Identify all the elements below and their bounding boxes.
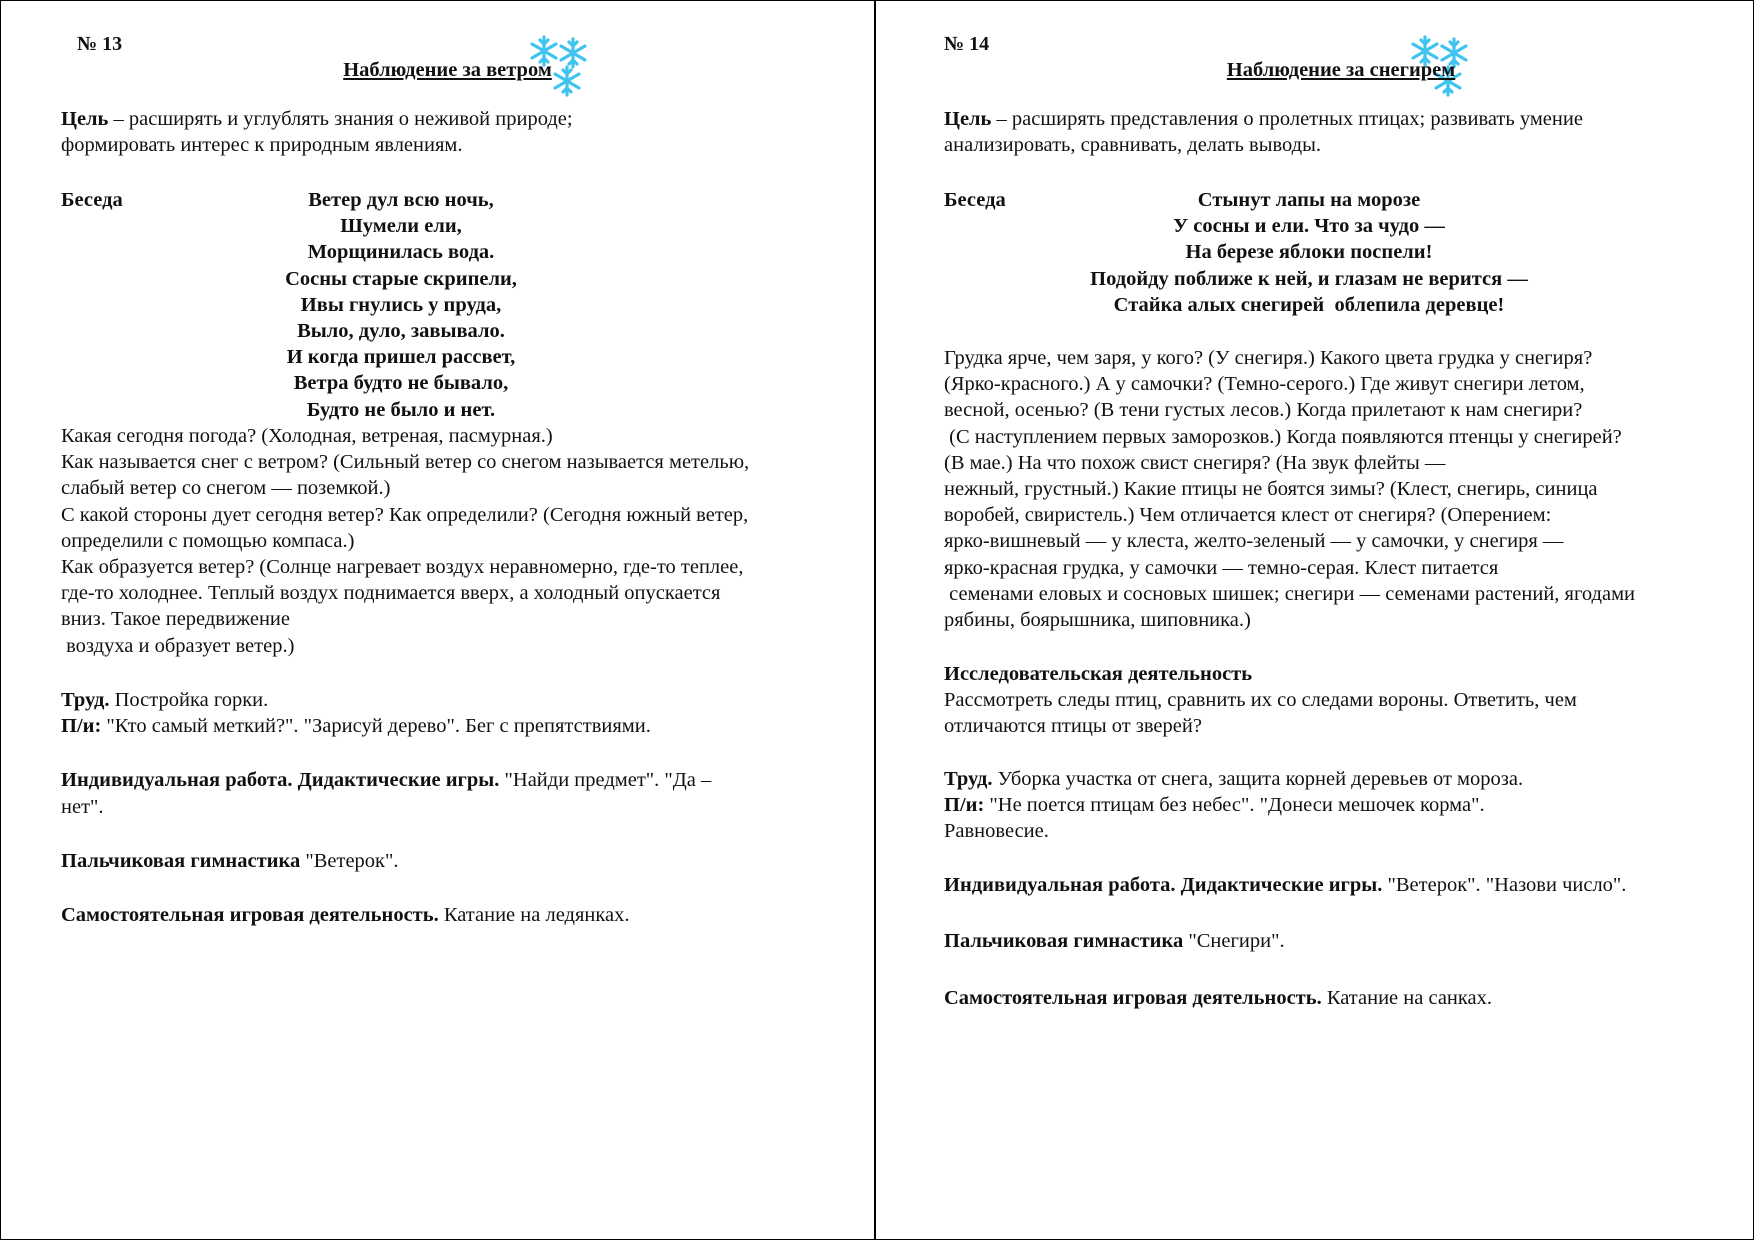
poem <box>71 187 731 423</box>
question-line: ярко-красная грудка, у самочки — темно-серая. Клест питается <box>944 556 1499 579</box>
individual-label: Индивидуальная работа. Дидактические игры. <box>944 874 1383 897</box>
labor-text: Уборка участка от снега, защита корней деревьев от мороза. <box>992 767 1524 790</box>
question-line: ярко-вишневый — у клеста, желто-зеленый — у самочки, у снегиря — <box>944 530 1564 553</box>
goal-paragraph <box>61 106 834 158</box>
poem-line: Ветра будто не бывало, <box>293 372 509 395</box>
poem-line: Шумели ели, <box>340 215 462 238</box>
poem-line: Подойду поближе к ней, и глазам не верится — <box>1090 267 1528 290</box>
games-text: "Не поется птицам без небес". "Донеси мешочек корма". <box>984 793 1485 816</box>
conversation-label: Беседа <box>944 189 1006 211</box>
question-line: нежный, грустный.) Какие птицы не боятся зимы? (Клест, снегирь, синица <box>944 478 1598 501</box>
research-text: Рассмотреть следы птиц, сравнить их со следами вороны. Ответить, чем <box>944 689 1577 712</box>
page-number: № 13 <box>77 33 123 55</box>
finger-gymnastics-text: "Снегири". <box>1183 930 1285 953</box>
individual-text: "Найди предмет". "Да – <box>499 769 712 792</box>
poem-line: Выло, дуло, завывало. <box>297 320 505 343</box>
labor-label: Труд. <box>61 689 110 711</box>
question-line: (С наступлением первых заморозков.) Когда появляются птенцы у снегирей? <box>944 425 1622 448</box>
labor-text: Постройка горки. <box>109 689 269 711</box>
poem-line: У сосны и ели. Что за чудо — <box>1173 215 1445 238</box>
individual-text: "Ветерок". "Назови число". <box>1382 874 1627 897</box>
finger-gymnastics-label: Пальчиковая гимнастика <box>944 930 1184 953</box>
conversation-section <box>944 187 1738 318</box>
conversation-section <box>61 187 834 423</box>
questions-block <box>944 345 1738 633</box>
goal-label: Цель <box>61 108 109 130</box>
research-text: отличаются птицы от зверей? <box>944 715 1202 738</box>
games-label: П/и: <box>944 793 985 816</box>
question-line: семенами еловых и сосновых шишек; снегири — семенами растений, ягодами <box>944 582 1636 605</box>
goal-paragraph <box>944 106 1738 158</box>
page-title: Наблюдение за ветром <box>343 59 552 81</box>
title-area <box>944 45 1738 115</box>
page-title: Наблюдение за снегирем <box>1226 59 1456 81</box>
free-play-text: Катание на санках. <box>1321 986 1493 1009</box>
question-line: С какой стороны дует сегодня ветер? Как определили? (Сегодня южный ветер, <box>61 503 749 526</box>
poem-line: Морщинилась вода. <box>307 241 495 264</box>
question-line: слабый ветер со снегом — поземкой.) <box>61 477 391 500</box>
poem-line: На березе яблоки поспели! <box>1185 241 1433 264</box>
question-line: вниз. Такое передвижение <box>61 608 290 631</box>
question-line: весной, осенью? (В тени густых лесов.) Когда прилетают к нам снегири? <box>944 399 1583 422</box>
question-line: воробей, свиристель.) Чем отличается клест от снегиря? (Оперением: <box>944 504 1552 527</box>
page-number: № 14 <box>944 33 990 55</box>
question-line: воздуха и образует ветер.) <box>61 634 295 657</box>
poem-line: Ивы гнулись у пруда, <box>300 293 502 316</box>
poem-line: И когда пришел рассвет, <box>286 346 516 369</box>
games-text: "Кто самый меткий?". "Зарисуй дерево". Бег с препятствиями. <box>101 715 651 738</box>
goal-text: анализировать, сравнивать, делать выводы. <box>944 134 1321 157</box>
questions-block <box>61 423 834 659</box>
activities-block <box>61 687 834 928</box>
finger-gymnastics-label: Пальчиковая гимнастика <box>61 849 301 872</box>
question-line: (Ярко-красного.) А у самочки? (Темно-серого.) Где живут снегири летом, <box>944 373 1585 396</box>
poem-line: Стынут лапы на морозе <box>1197 189 1421 211</box>
free-play-label: Самостоятельная игровая деятельность. <box>61 904 439 927</box>
question-line: Какая сегодня погода? (Холодная, ветреная, пасмурная.) <box>61 425 553 447</box>
question-line: Грудка ярче, чем заря, у кого? (У снегиря.) Какого цвета грудка у снегиря? <box>944 347 1593 369</box>
research-label: Исследовательская деятельность <box>944 663 1253 685</box>
poem-line: Будто не было и нет. <box>306 398 496 421</box>
poem-line: Сосны старые скрипели, <box>285 267 517 290</box>
page-right <box>876 1 1752 1239</box>
poem-line: Стайка алых снегирей облепила деревце! <box>1113 293 1505 316</box>
conversation-label: Беседа <box>61 189 123 211</box>
finger-gymnastics-text: "Ветерок". <box>300 849 399 872</box>
poem <box>1044 187 1574 318</box>
free-play-text: Катание на ледянках. <box>438 904 630 927</box>
free-play-label: Самостоятельная игровая деятельность. <box>944 986 1322 1009</box>
question-line: (В мае.) На что похож свист снегиря? (На звук флейты — <box>944 451 1446 474</box>
goal-text: – расширять представления о пролетных птицах; развивать умение <box>991 108 1583 130</box>
individual-text: нет". <box>61 795 104 818</box>
goal-text: – расширять и углублять знания о неживой природе; <box>108 108 573 130</box>
poem-line: Ветер дул всю ночь, <box>308 189 494 211</box>
question-line: Как называется снег с ветром? (Сильный ветер со снегом называется метелью, <box>61 451 750 474</box>
labor-label: Труд. <box>944 767 993 790</box>
question-line: где-то холоднее. Теплый воздух поднимается вверх, а холодный опускается <box>61 582 721 605</box>
page-left <box>1 1 876 1239</box>
games-text: Равновесие. <box>944 820 1049 843</box>
goal-label: Цель <box>944 108 992 130</box>
question-line: определили с помощью компаса.) <box>61 529 355 552</box>
games-label: П/и: <box>61 715 102 738</box>
activities-block <box>944 661 1738 1011</box>
goal-text: формировать интерес к природным явлениям. <box>61 134 463 157</box>
individual-label: Индивидуальная работа. Дидактические игры. <box>61 769 500 792</box>
question-line: рябины, боярышника, шиповника.) <box>944 609 1251 632</box>
title-area <box>61 45 834 115</box>
question-line: Как образуется ветер? (Солнце нагревает воздух неравномерно, где-то теплее, <box>61 556 744 579</box>
